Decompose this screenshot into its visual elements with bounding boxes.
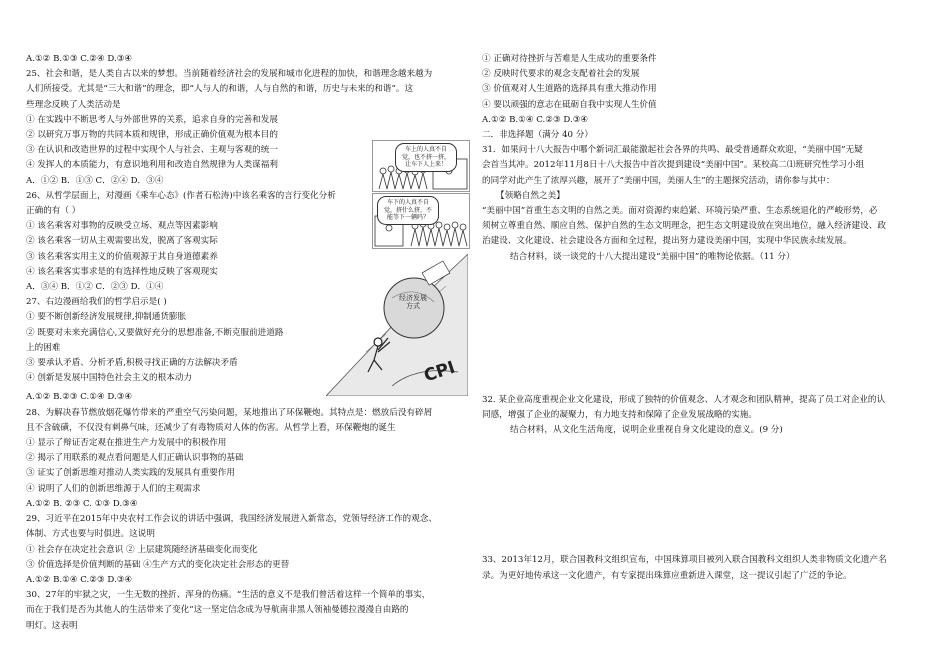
cartoon-passenger-off-bus: [372, 193, 470, 249]
cartoon-cpi-uphill: [326, 254, 468, 396]
q28-stem-line2: 且不含硫磺，不仅没有刺鼻气味，还减少了有毒物质对人体的伤害。从哲学上看，环保鞭炮的诞生: [26, 422, 396, 433]
q32-question: 结合材料，从文化生活角度，说明企业重视自身文化建设的意义。(9 分): [510, 425, 783, 436]
q27-choice-4: ④ 创新是发展中国特色社会主义的根本动力: [26, 373, 193, 384]
q25-choice-4: ④ 发挥人的本质能力，有意识地利用和改造自然规律为人类谋福利: [26, 160, 278, 171]
cartoon-cpi-label: CPI: [421, 357, 458, 387]
q30-stem-line1: 30、27年的牢狱之灾，一生无数的挫折、浑身的伤痛。“生活的意义不是我们曾活着这样一个简单的事实，: [26, 590, 431, 601]
q28-choice-3: ③ 证实了创新思维对推动人类实践的发展具有重要作用: [26, 468, 235, 479]
q25-choice-2: ② 以研究万事万物的共同本质和规律，形成正确价值观为根本目的: [26, 130, 278, 141]
q33-stem-line2: 录。为更好地传承这一文化遗产，有专家提出珠算应重新进入课堂，这一提议引起了广泛的争论。: [482, 570, 852, 581]
q32-stem-line1: 32. 某企业高度重视企业文化建设，形成了独特的价值观念、人才观念和团队精神，提高了员工对企业的认: [482, 394, 886, 405]
q27-choice-2: ② 既要对未来充满信心,又要做好充分的思想准备,不断克服前进道路: [26, 327, 284, 338]
q26-options: A．③④ B．①② C．②③ D．①④: [26, 282, 164, 293]
q26-choice-1: ① 该名乘客对事物的反映受立场、观点等因素影响: [26, 221, 218, 232]
q25-stem-line3: 些理念反映了人类活动是: [26, 99, 121, 110]
q31-material-line1: “美丽中国”首重生态文明的自然之美。面对资源约束趋紧、环境污染严重、生态系统退化的严峻形势，必: [482, 206, 878, 217]
cartoon-ball-label: 经济发展方式: [399, 294, 427, 310]
q30-choice-2: ② 反映时代要求的观念支配着社会的发展: [482, 69, 640, 80]
q25-stem-line2: 人们所接受。尤其是“三大和谐”的理念，即“人与人的和谐，人与自然的和谐，历史与未来的和谐”。这: [26, 84, 414, 95]
q29-choices-3-4: ③ 价值选择是价值判断的基础 ④生产方式的变化决定社会形态的更替: [26, 559, 290, 570]
q27-choice-3: ③ 要承认矛盾、分析矛盾,积极寻找正确的方法解决矛盾: [26, 358, 238, 369]
q30-choice-1: ① 正确对待挫折与苦难是人生成功的重要条件: [482, 54, 657, 64]
q28-options: A.①② B. ②③ C. ①③ D.③④: [26, 498, 138, 509]
right-column: [482, 52, 930, 584]
q32-stem-line2: 同感，增强了企业的凝聚力，有力地支持和保障了企业发展战略的实施。: [482, 410, 758, 421]
answer-space-q31: [482, 265, 930, 393]
q30-choice-3: ③ 价值观对人生道路的选择具有重大推动作用: [482, 84, 657, 95]
q28-stem-line1: 28、为解决春节燃放烟花爆竹带来的严重空气污染问题，某地推出了环保鞭炮。其特点是：燃放后没有碎屑: [26, 407, 433, 418]
q25-options: A．①② B．①③ C．②④ D．③④: [26, 175, 164, 186]
q27-options: A.①② B.②③ C.①④ D.③④: [26, 392, 133, 403]
q26-choice-2: ② 该名乘客一切从主观需要出发，脱离了客观实际: [26, 236, 218, 247]
q26-choice-3: ③ 该名乘客实用主义的价值观源于其自身道德素养: [26, 251, 218, 262]
answer-space-q32: [482, 438, 930, 553]
q31-stem-line2: 会首当其冲。2012年11月8日十八大报告中首次提到建设“美丽中国”。某校高二⑴班研究性学习小组: [482, 160, 865, 171]
q25-stem-line1: 25、社会和谐，是人类自古以来的梦想。当前随着经济社会的发展和城市化进程的加快，和谐理念越来越为: [26, 69, 433, 80]
q25-choice-1: ① 在实践中不断思考人与外部世界的关系，追求自身的完善和发展: [26, 114, 278, 125]
cartoon-speech-bubble: 车上的人真不自觉，也不挤一挤，让车下人上来！: [395, 143, 457, 172]
q29-stem-line1: 29、习近平在2015年中央农村工作会议的讲话中强调，我国经济发展进入新常态，党领导经济工作的观念、: [26, 514, 437, 525]
q31-question: 结合材料，谈一谈党的十八大提出建设“美丽中国”的唯物论依据。（11 分）: [510, 251, 795, 262]
cartoon-passenger-on-bus: [372, 140, 470, 192]
q33-stem-line1: 33、2013年12月，联合国教科文组织宣布，中国珠算项目被列入联合国教科文组织人类非物质文化遗产名: [482, 555, 887, 566]
q30-choice-4: ④ 要以顽强的意志在砥砺自我中实现人生价值: [482, 99, 657, 110]
q28-choice-1: ① 显示了辩证否定观在推进生产力发展中的积极作用: [26, 438, 227, 449]
q31-stem-line3: 的同学对此产生了浓厚兴趣，展开了“美丽中国，美丽人生”的主题探究活动，请你参与其中：: [482, 175, 835, 186]
q27-choice-2-cont: 上的困难: [26, 342, 61, 353]
q27-choice-1: ① 要不断创新经济发展规律,抑制通货膨胀: [26, 312, 187, 323]
q26-choice-4: ④ 该名乘客实事求是的有选择性地反映了客观现实: [26, 266, 218, 277]
q28-choice-2: ② 揭示了用联系的观点看问题是人们正确认识事物的基础: [26, 453, 244, 464]
q30-options: A.①② B.①④ C.②③ D.③④: [482, 114, 589, 125]
cartoon-speech-bubble: 车下的人真不自觉，挤什么挤，不能等下一辆吗？: [377, 196, 439, 225]
q29-options: A.①② B.①④ C.②③ D.③④: [26, 574, 133, 585]
q29-choices-1-2: ① 社会存在决定社会意识 ② 上层建筑随经济基础变化而变化: [26, 544, 258, 555]
q27-stem: 27、右边漫画给我们的哲学启示是( ): [26, 297, 167, 308]
q28-choice-4: ④ 说明了人们的创新思维源于人们的主观需求: [26, 483, 201, 494]
q31-material-line3: 治建设、文化建设、社会建设各方面和全过程，提出努力建设美丽中国，实现中华民族永续发展。: [482, 236, 852, 247]
q24-options: A.①② B.①③ C.②④ D.③④: [26, 54, 133, 64]
q26-stem-line2: 正确的有（ ）: [26, 206, 81, 217]
q26-stem-line1: 26、从哲学层面上，对漫画《乘车心态》(作者石松涛)中该名乘客的言行变化分析: [26, 190, 336, 201]
q31-material-line2: 须树立尊重自然、顺应自然、保护自然的生态文明理念，把生态文明建设放在突出地位，融入经济建设、政: [482, 221, 886, 232]
section-heading-non-choice: 二．非选择题（满分 40 分）: [482, 130, 593, 141]
q31-subheading: 【领略自然之美】: [496, 190, 565, 201]
q29-stem-line2: 体制、方式也要与时俱进。这说明: [26, 529, 155, 540]
q25-choice-3: ③ 在认识和改造世界的过程中实现个人与社会、主观与客观的统一: [26, 145, 278, 156]
q31-stem-line1: 31．如果问十八大报告中哪个新词汇最能激起社会各界的共鸣、最受普通群众欢迎，“美丽中国”无疑: [482, 145, 863, 156]
q30-stem-line2: 而在于我们是否为其他人的生活带来了变化”这一坚定信念成为导航南非黑人领袖曼德拉漫漫自由路的: [26, 605, 409, 616]
q30-stem-line3: 明灯。这表明: [26, 620, 78, 631]
